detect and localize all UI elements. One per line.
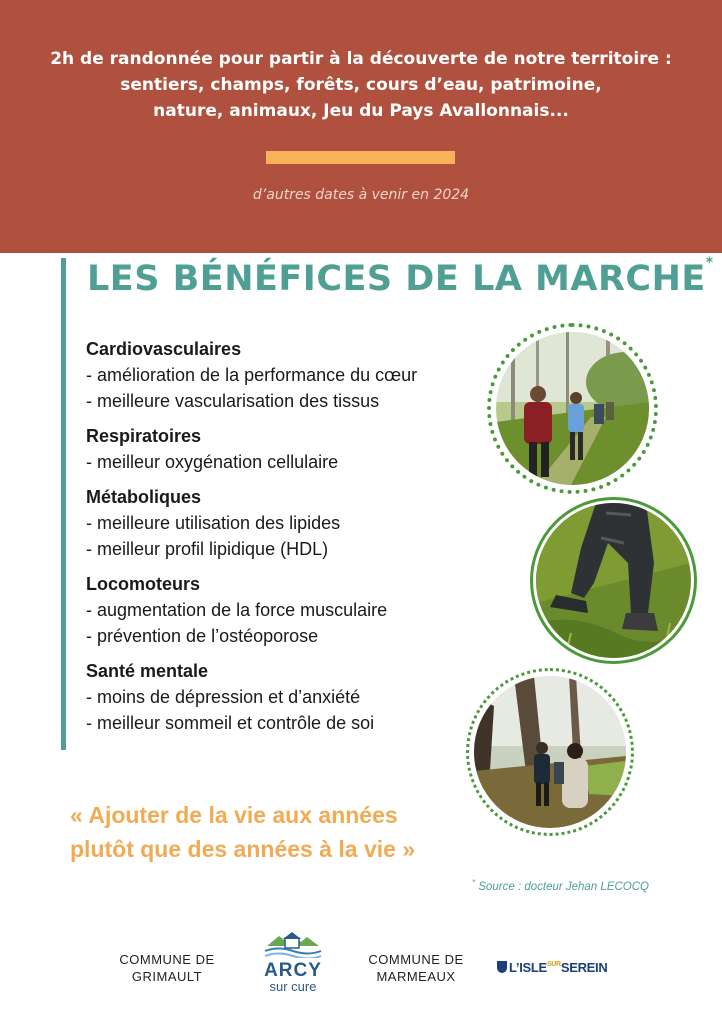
commune-line: GRIMAULT bbox=[131, 969, 203, 984]
forest-walk-photo bbox=[474, 676, 626, 828]
hikers-forest-photo bbox=[496, 332, 649, 485]
footnote-marker: * bbox=[705, 255, 714, 271]
isle-suffix: SEREIN bbox=[560, 960, 608, 975]
arcy-name: ARCY bbox=[264, 960, 322, 981]
shield-icon bbox=[497, 961, 507, 973]
accent-bar bbox=[266, 151, 455, 164]
hikers-forest-image bbox=[496, 332, 649, 485]
arcy-logo-icon bbox=[263, 930, 323, 958]
category-title: Locomoteurs bbox=[86, 574, 201, 594]
forest-walk-image bbox=[474, 676, 626, 828]
intro-text bbox=[30, 46, 692, 124]
section-title-text: LES BÉNÉFICES DE LA MARCHE bbox=[87, 259, 706, 299]
commune-marmeaux-label bbox=[361, 951, 471, 985]
category-item: - meilleur profil lipidique (HDL) bbox=[86, 539, 329, 559]
category-item: - amélioration de la performance du cœur bbox=[86, 365, 418, 385]
category-respiratory bbox=[86, 423, 486, 475]
category-item: - meilleure vascularisation des tissus bbox=[86, 391, 380, 411]
source-text: Source : docteur Jehan LECOCQ bbox=[475, 880, 649, 893]
category-title: Cardiovasculaires bbox=[86, 339, 242, 359]
arcy-sub: sur cure bbox=[269, 979, 317, 994]
quote-line: plutôt que des années à la vie » bbox=[70, 836, 416, 862]
category-item: - meilleure utilisation des lipides bbox=[86, 513, 341, 533]
category-mental-health bbox=[86, 658, 486, 736]
category-item: - moins de dépression et d’anxiété bbox=[86, 687, 361, 707]
commune-grimault-label bbox=[112, 951, 222, 985]
category-item: - meilleur sommeil et contrôle de soi bbox=[86, 713, 375, 733]
isle-sur: SUR bbox=[546, 961, 561, 968]
category-title: Santé mentale bbox=[86, 661, 209, 681]
header-banner bbox=[0, 0, 722, 253]
dates-note: d’autres dates à venir en 2024 bbox=[252, 187, 470, 203]
category-item: - augmentation de la force musculaire bbox=[86, 600, 388, 620]
walking-boots-photo bbox=[536, 503, 691, 658]
category-item: - prévention de l’ostéoporose bbox=[86, 626, 319, 646]
category-cardiovascular bbox=[86, 336, 486, 414]
category-metabolic bbox=[86, 484, 486, 562]
isle-sur-serein-logo bbox=[497, 960, 607, 975]
source-note bbox=[472, 878, 649, 893]
intro-line: nature, animaux, Jeu du Pays Avallonnais... bbox=[153, 101, 569, 121]
section-title bbox=[87, 255, 714, 299]
quote-line: « Ajouter de la vie aux années bbox=[70, 802, 398, 828]
quote bbox=[70, 798, 415, 866]
category-title: Métaboliques bbox=[86, 487, 202, 507]
commune-line: COMMUNE DE bbox=[368, 952, 464, 967]
category-locomotor bbox=[86, 571, 486, 649]
commune-line: MARMEAUX bbox=[376, 969, 456, 984]
commune-line: COMMUNE DE bbox=[119, 952, 215, 967]
category-item: - meilleur oxygénation cellulaire bbox=[86, 452, 339, 472]
intro-line: 2h de randonnée pour partir à la découverte de notre territoire : bbox=[50, 49, 672, 69]
intro-line: sentiers, champs, forêts, cours d’eau, patrimoine, bbox=[120, 75, 602, 95]
section-vertical-line bbox=[61, 258, 66, 750]
isle-prefix: L’ISLE bbox=[509, 960, 547, 975]
arcy-sur-cure-logo bbox=[258, 930, 328, 993]
category-title: Respiratoires bbox=[86, 426, 202, 446]
walking-boots-image bbox=[536, 503, 691, 658]
footnote-marker: * bbox=[472, 878, 476, 887]
benefits-list bbox=[86, 336, 486, 745]
